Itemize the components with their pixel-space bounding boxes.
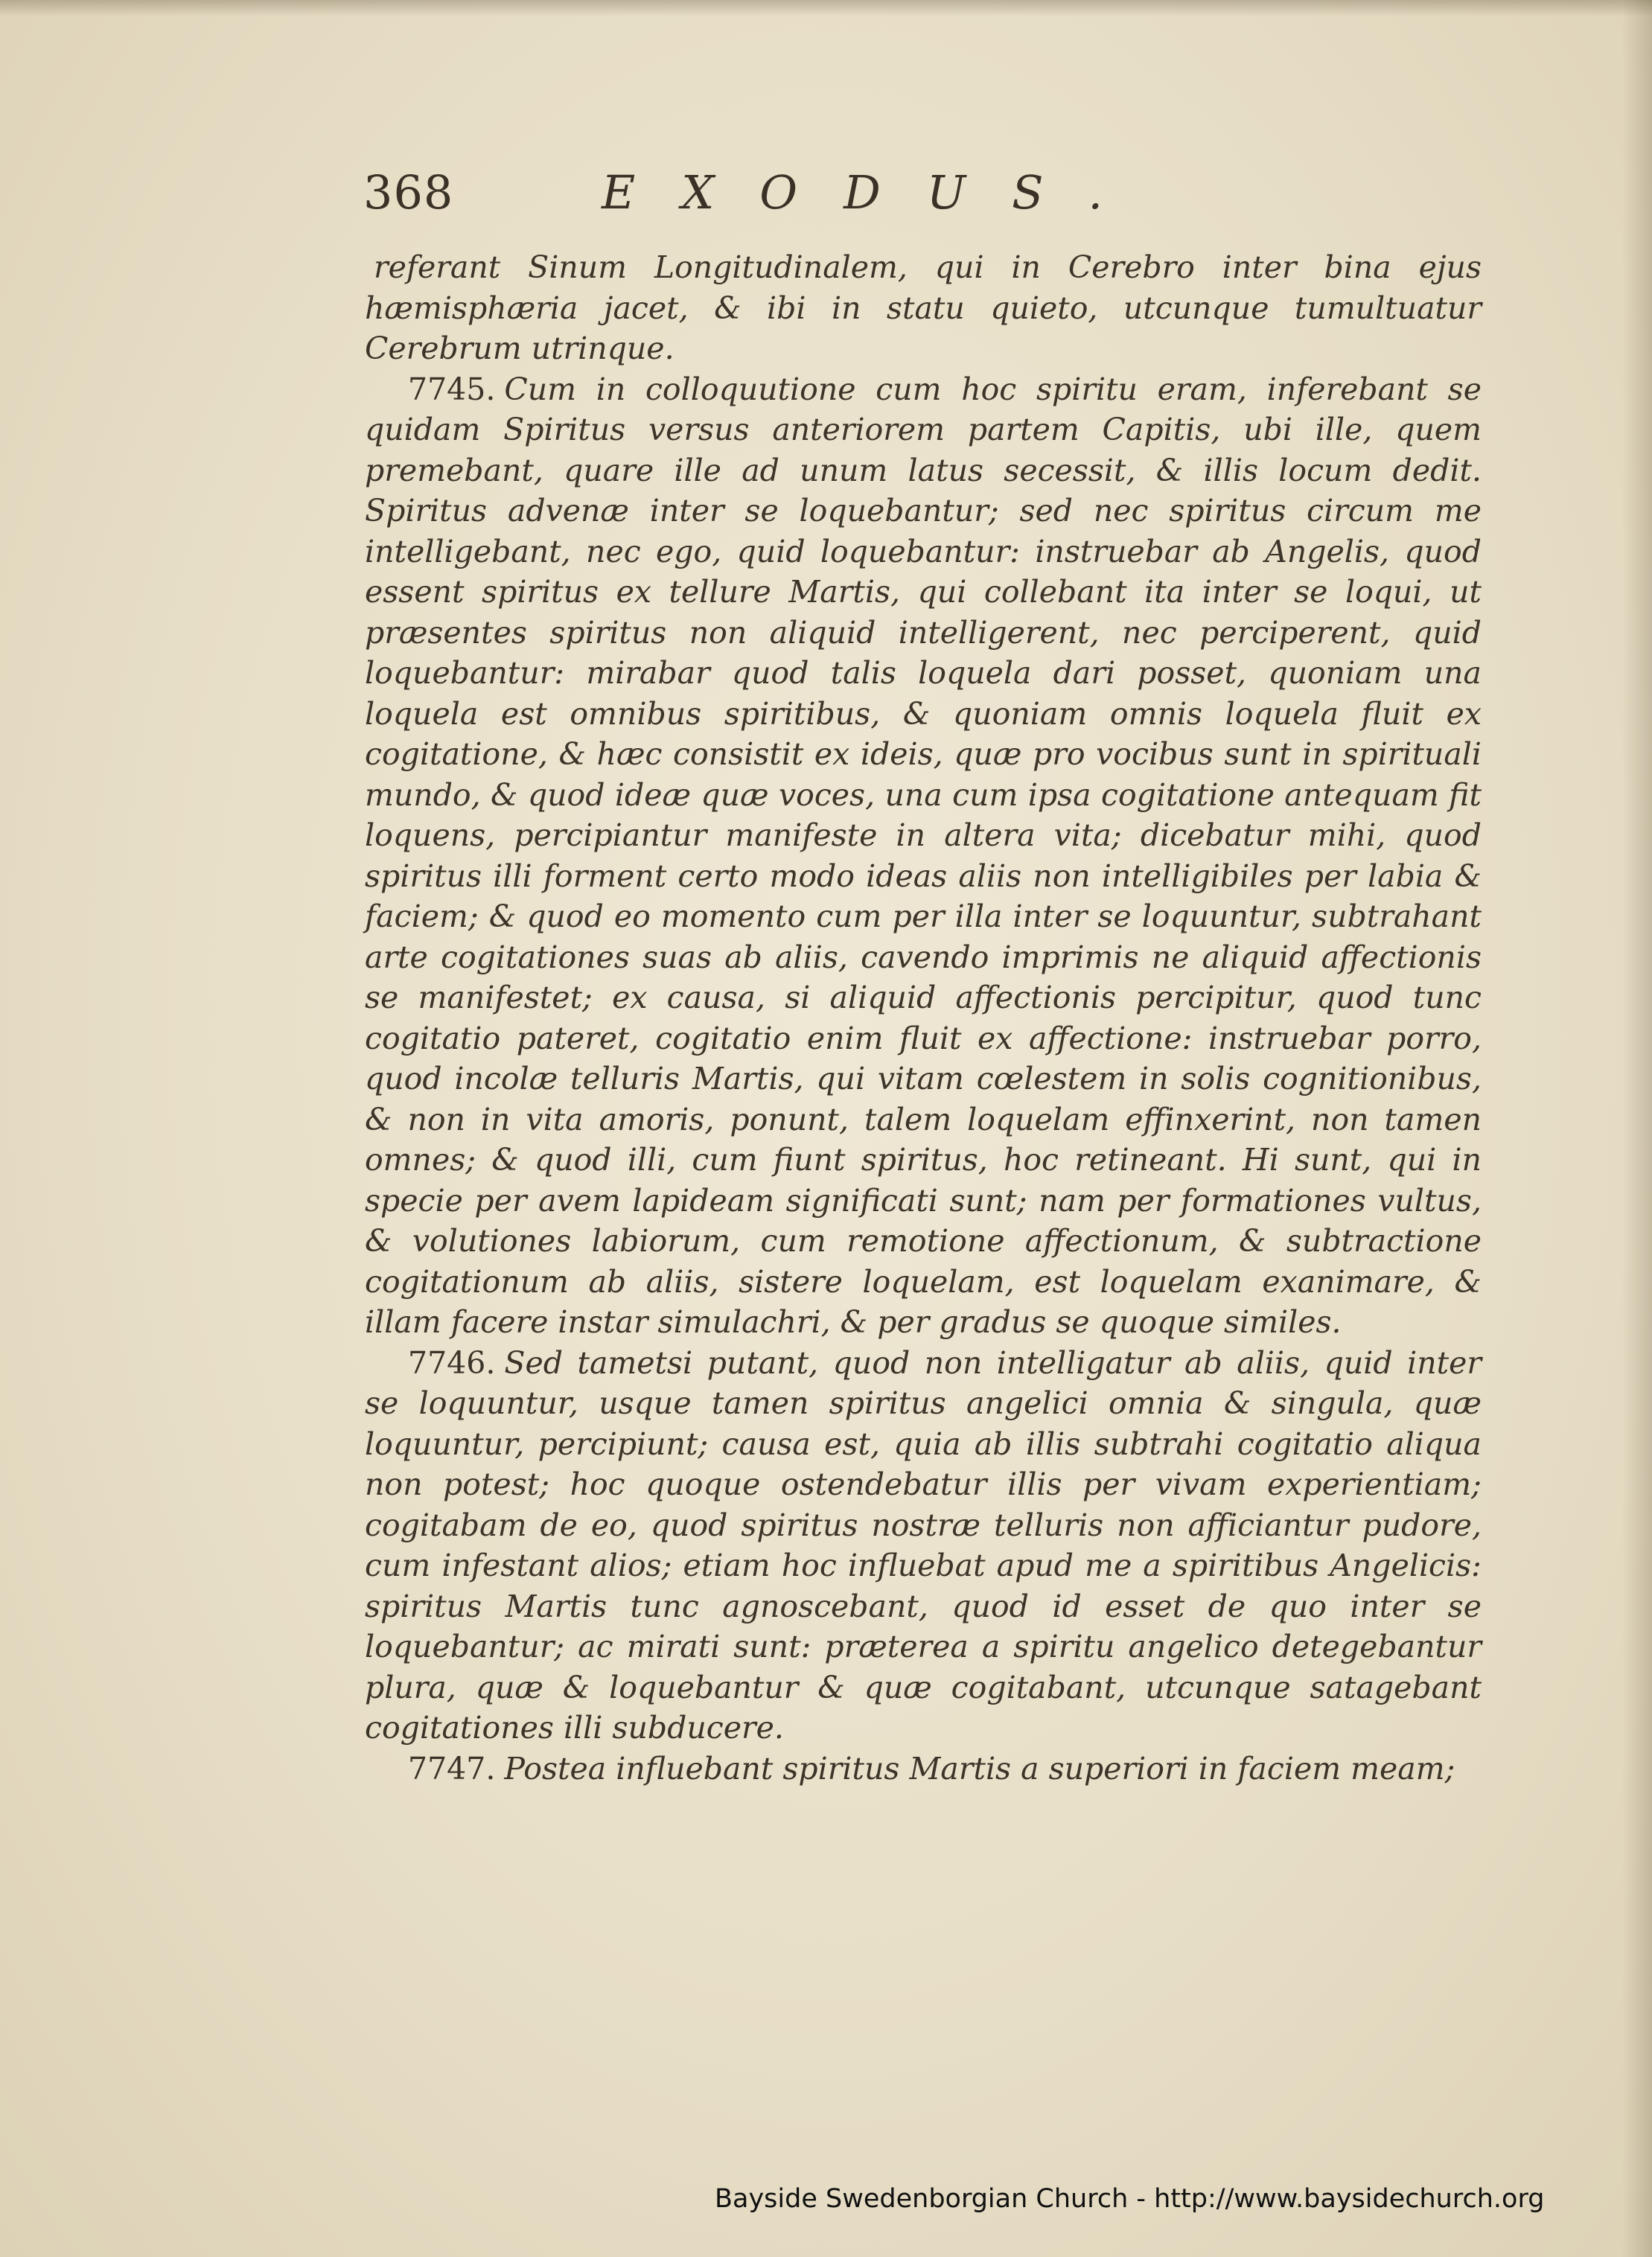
page-right-shadow [1622, 0, 1652, 2257]
footer-credit: Bayside Swedenborgian Church - http://www.baysidechurch.org [715, 2184, 1545, 2214]
paragraph-number: 7745. [408, 371, 496, 407]
paragraph-text: Sed tametsi putant, quod non intelligatur ab aliis, quid inter se loquuntur, usque tamen spiritus angelici omnia & singula, quæ loquuntur, percipiunt; causa est, quia ab illis subtrahi cogitatio aliqua non potest; hoc quoque ostendebatur illis per vivam experientiam; cogitabam de eo, quod spiritus nostræ telluris non afficiantur pudore, cum infestant alios; etiam hoc influebat apud me a spiritibus Angelicis: spiritus Martis tunc agnoscebant, quod id esset de quo inter se loquebantur; ac mirati sunt: præterea a spiritu angelico detegebantur plura, quæ & loquebantur & quæ cogitabant, utcunque satagebant cogitationes illi subducere. [365, 1344, 1482, 1746]
page-number: 368 [363, 165, 454, 220]
page-header [363, 165, 1480, 232]
paragraph-text: Cum in colloquutione cum hoc spiritu eram, inferebant se quidam Spiritus versus anteriorem partem Capitis, ubi ille, quem premebant, quare ille ad unum latus secessit, & illis locum dedit. Spiritus advenæ inter se loquebantur; sed nec spiritus circum me intelligebant, nec ego, quid loquebantur: instruebar ab Angelis, quod essent spiritus ex tellure Martis, qui collebant ita inter se loqui, ut præsentes spiritus non aliquid intelligerent, nec perciperent, quid loquebantur: mirabar quod talis loquela dari posset, quoniam una loquela est omnibus spiritibus, & quoniam omnis loquela fluit ex cogitatione, & hæc consistit ex ideis, quæ pro vocibus sunt in spirituali mundo, & quod ideæ quæ voces, una cum ipsa cogitatione antequam fit loquens, percipiantur manifeste in altera vita; dicebatur mihi, quod spiritus illi forment certo modo ideas aliis non intelligibiles per labia & faciem; & quod eo momento cum per illa inter se loquuntur, subtrahant arte cogitationes suas ab aliis, cavendo imprimis ne aliquid affectionis se manifestet; ex causa, si aliquid affectionis percipitur, quod tunc cogitatio pateret, cogitatio enim fluit ex affectione: instruebar porro, quod incolæ telluris Martis, qui vitam cœlestem in solis cognitionibus, & non in vita amoris, ponunt, talem loquelam effinxerint, non tamen omnes; & quod illi, cum fiunt spiritus, hoc retineant. Hi sunt, qui in specie per avem lapideam significati sunt; nam per formationes vultus, & volutiones labiorum, cum remotione affectionum, & subtractione cogitationum ab aliis, sistere loquelam, est loquelam exanimare, & illam facere instar simulachri, & per gradus se quoque similes. [365, 371, 1482, 1340]
paragraph-7746 [365, 1343, 1482, 1749]
paragraph-text: referant Sinum Longitudinalem, qui in Cerebro inter bina ejus hæmisphæria jacet, & ibi in statu quieto, utcunque tumultuatur Cerebrum utrinque. [365, 249, 1482, 366]
running-title: EXODUS. [602, 165, 1149, 220]
paragraph-7747 [365, 1749, 1482, 1790]
body-text [365, 247, 1482, 1789]
paragraph-continuation [365, 247, 1482, 369]
paragraph-number: 7747. [408, 1750, 496, 1787]
paragraph-number: 7746. [408, 1344, 496, 1381]
paragraph-7745 [365, 369, 1482, 1343]
paragraph-text: Postea influebant spiritus Martis a superiori in faciem meam; [504, 1750, 1455, 1787]
page-top-shadow [0, 0, 1652, 16]
